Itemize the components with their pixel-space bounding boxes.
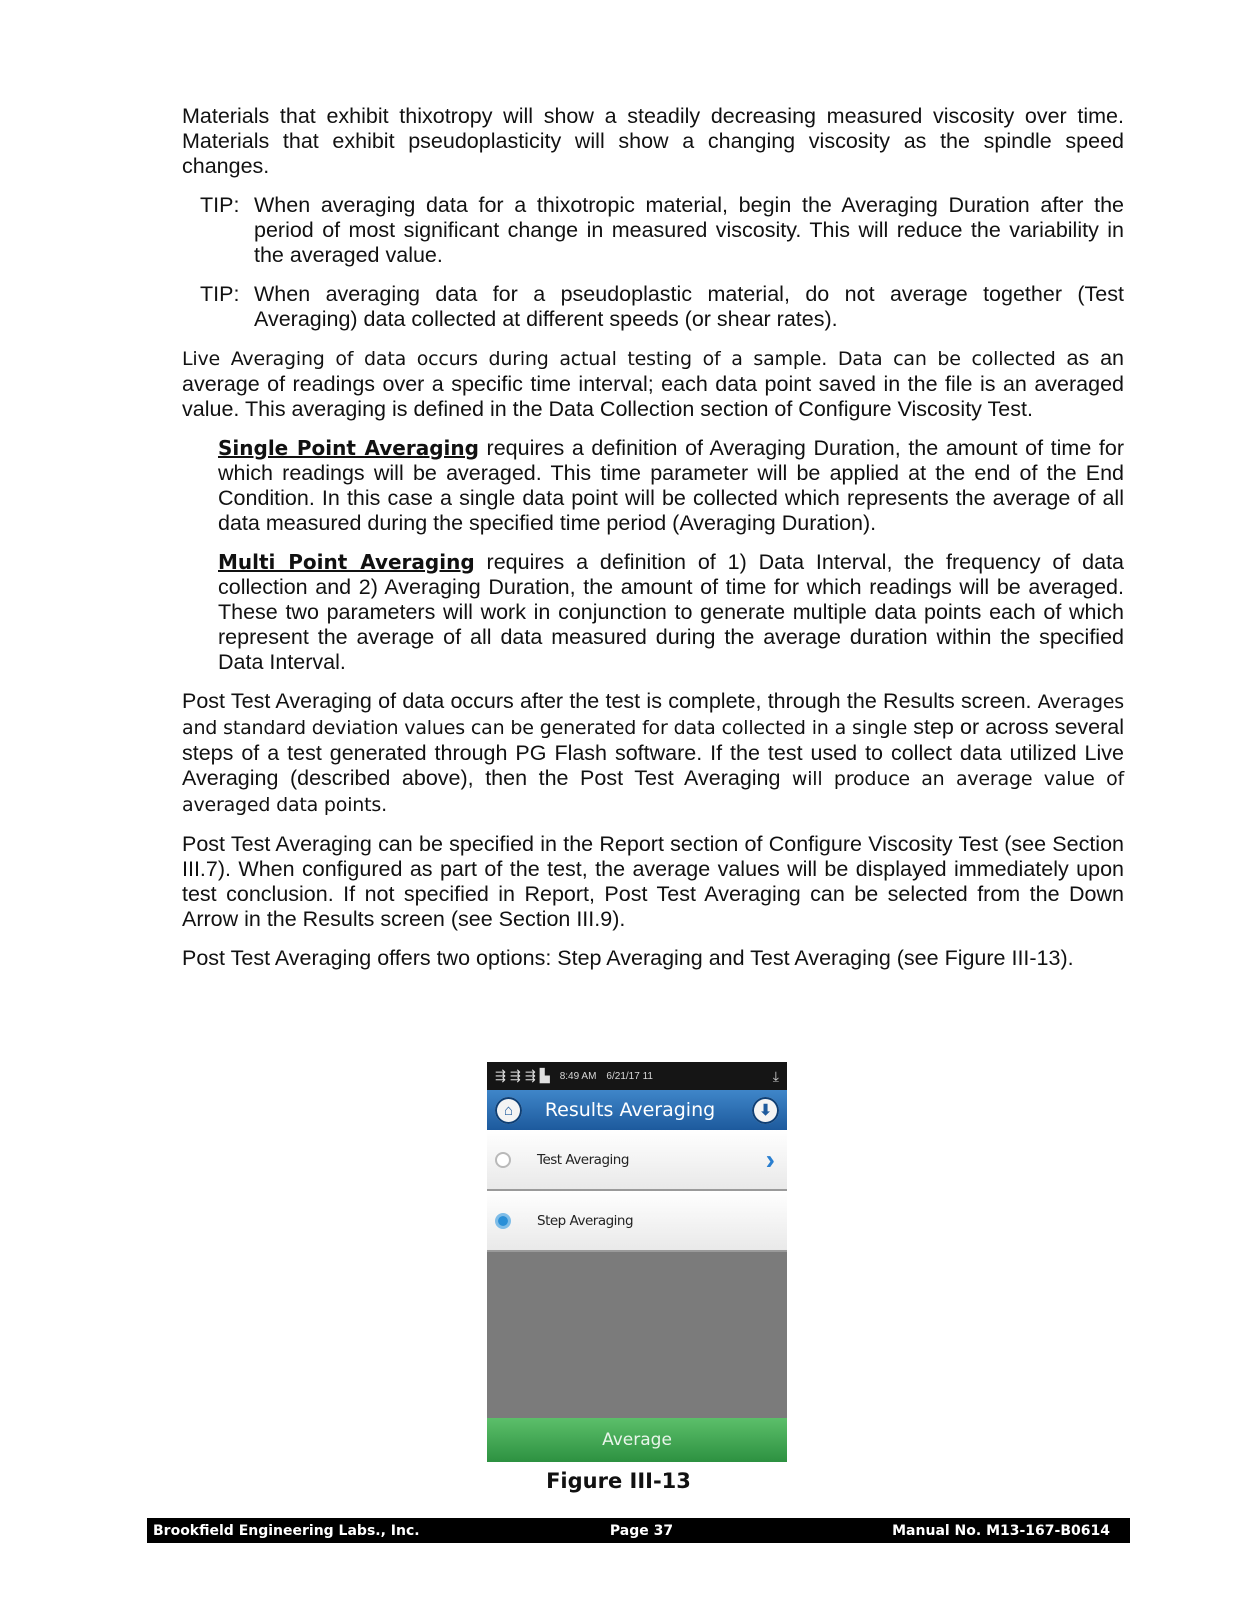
- footer-page-number: Page 37: [609, 1522, 674, 1539]
- paragraph-post-test: [182, 689, 1124, 818]
- post-test-text-2: Averages and standard deviation values can be generated for data collected in a single: [182, 691, 1124, 739]
- printer-icon: ▙: [539, 1068, 550, 1083]
- post-test-text-1: Post Test Averaging of data occurs after the test is complete, through the Results screen.: [182, 689, 1032, 713]
- tip-text: When averaging data for a thixotropic material, begin the Averaging Duration after the period of most significant change in measured viscosity. This will reduce the variability in the averaged value.: [254, 193, 1124, 267]
- option-label: Test Averaging: [537, 1151, 629, 1168]
- option-label: Step Averaging: [537, 1212, 634, 1229]
- status-date: 6/21/17 11: [606, 1070, 653, 1082]
- multi-point-term: Multi Point Averaging: [218, 550, 475, 574]
- arrow-down-icon: ⬇: [759, 1102, 772, 1119]
- usb-icon: ⇶: [495, 1068, 506, 1083]
- post-test-text-4: will produce an average value of averaged data points.: [182, 768, 1124, 816]
- screen-title: Results Averaging: [544, 1099, 716, 1121]
- page-footer: [147, 1518, 1130, 1543]
- usb-icon: ⇶: [509, 1068, 521, 1083]
- down-arrow-button[interactable]: [752, 1097, 779, 1124]
- post-test-text-3: step or across several steps of a test generated through PG Flash software. If the test used to collect data utilized Live Averaging (described above), then the Post Test Averaging: [182, 715, 1125, 790]
- paragraph-live-averaging: [182, 346, 1124, 422]
- footer-company: Brookfield Engineering Labs., Inc.: [153, 1522, 420, 1539]
- status-time: 8:49 AM: [559, 1070, 597, 1082]
- download-status-icon: ⤓: [772, 1067, 779, 1084]
- document-body: [182, 104, 1124, 985]
- status-bar: [487, 1062, 787, 1090]
- title-bar: [487, 1090, 787, 1130]
- paragraph-single-point: [218, 436, 1124, 536]
- home-icon: ⌂: [503, 1101, 514, 1119]
- radio-unselected-icon[interactable]: [495, 1152, 511, 1168]
- option-step-averaging[interactable]: [487, 1191, 787, 1252]
- footer-manual-number: Manual No. M13-167-B0614: [892, 1522, 1110, 1539]
- tip-thixotropic: [182, 193, 1124, 268]
- single-point-term: Single Point Averaging: [218, 436, 479, 460]
- tip-pseudoplastic: [182, 282, 1124, 332]
- tip-label: TIP:: [200, 193, 240, 217]
- average-button[interactable]: Average: [487, 1418, 787, 1462]
- paragraph-multi-point: [218, 550, 1124, 675]
- live-averaging-lead: Live Averaging of data occurs during actual testing of a sample. Data can be collected: [182, 348, 1056, 370]
- paragraph-options: Post Test Averaging offers two options: Step Averaging and Test Averaging (see Figure III-13).: [182, 946, 1074, 970]
- tip-label: TIP:: [200, 282, 240, 306]
- chevron-right-icon[interactable]: ›: [765, 1143, 775, 1175]
- paragraph-report-section: Post Test Averaging can be specified in the Report section of Configure Viscosity Test (see Section III.7). When configured as part of the test, the average values will be displayed immediately upon test conclusion. If not specified in Report, Post Test Averaging can be selected from the Down Arrow in the Results screen (see Section III.9).: [182, 832, 1124, 931]
- paragraph-thixotropy: Materials that exhibit thixotropy will show a steadily decreasing measured viscosity over time. Materials that exhibit pseudoplasticity will show a changing viscosity as the spindle speed changes.: [182, 104, 1124, 178]
- usb-icon: ⇶: [524, 1068, 536, 1083]
- multi-point-text: requires a definition of 1) Data Interval, the frequency of data collection and 2) Averaging Duration, the amount of time for which readings will be averaged. These two parameters will work in conjunction to generate multiple data points each of which represent the average of all data measured during the average duration within the specified Data Interval.: [218, 550, 1124, 674]
- single-point-text: requires a definition of Averaging Duration, the amount of time for which readings will be averaged. This time parameter will be applied at the end of the End Condition. In this case a single data point will be collected which represents the average of all data measured during the specified time period (Averaging Duration).: [218, 436, 1124, 535]
- figure-caption: Figure III-13: [546, 1469, 691, 1493]
- results-averaging-screenshot: [487, 1062, 787, 1462]
- live-averaging-text: as an average of readings over a specific time interval; each data point saved in the file is an averaged value. This averaging is defined in the Data Collection section of Configure Viscosity Test.: [182, 346, 1125, 421]
- radio-selected-icon[interactable]: [495, 1213, 511, 1229]
- tip-text: When averaging data for a pseudoplastic material, do not average together (Test Averaging) data collected at different speeds (or shear rates).: [254, 282, 1124, 331]
- option-test-averaging[interactable]: [487, 1130, 787, 1191]
- home-button[interactable]: [495, 1097, 522, 1124]
- status-icons: [495, 1068, 550, 1084]
